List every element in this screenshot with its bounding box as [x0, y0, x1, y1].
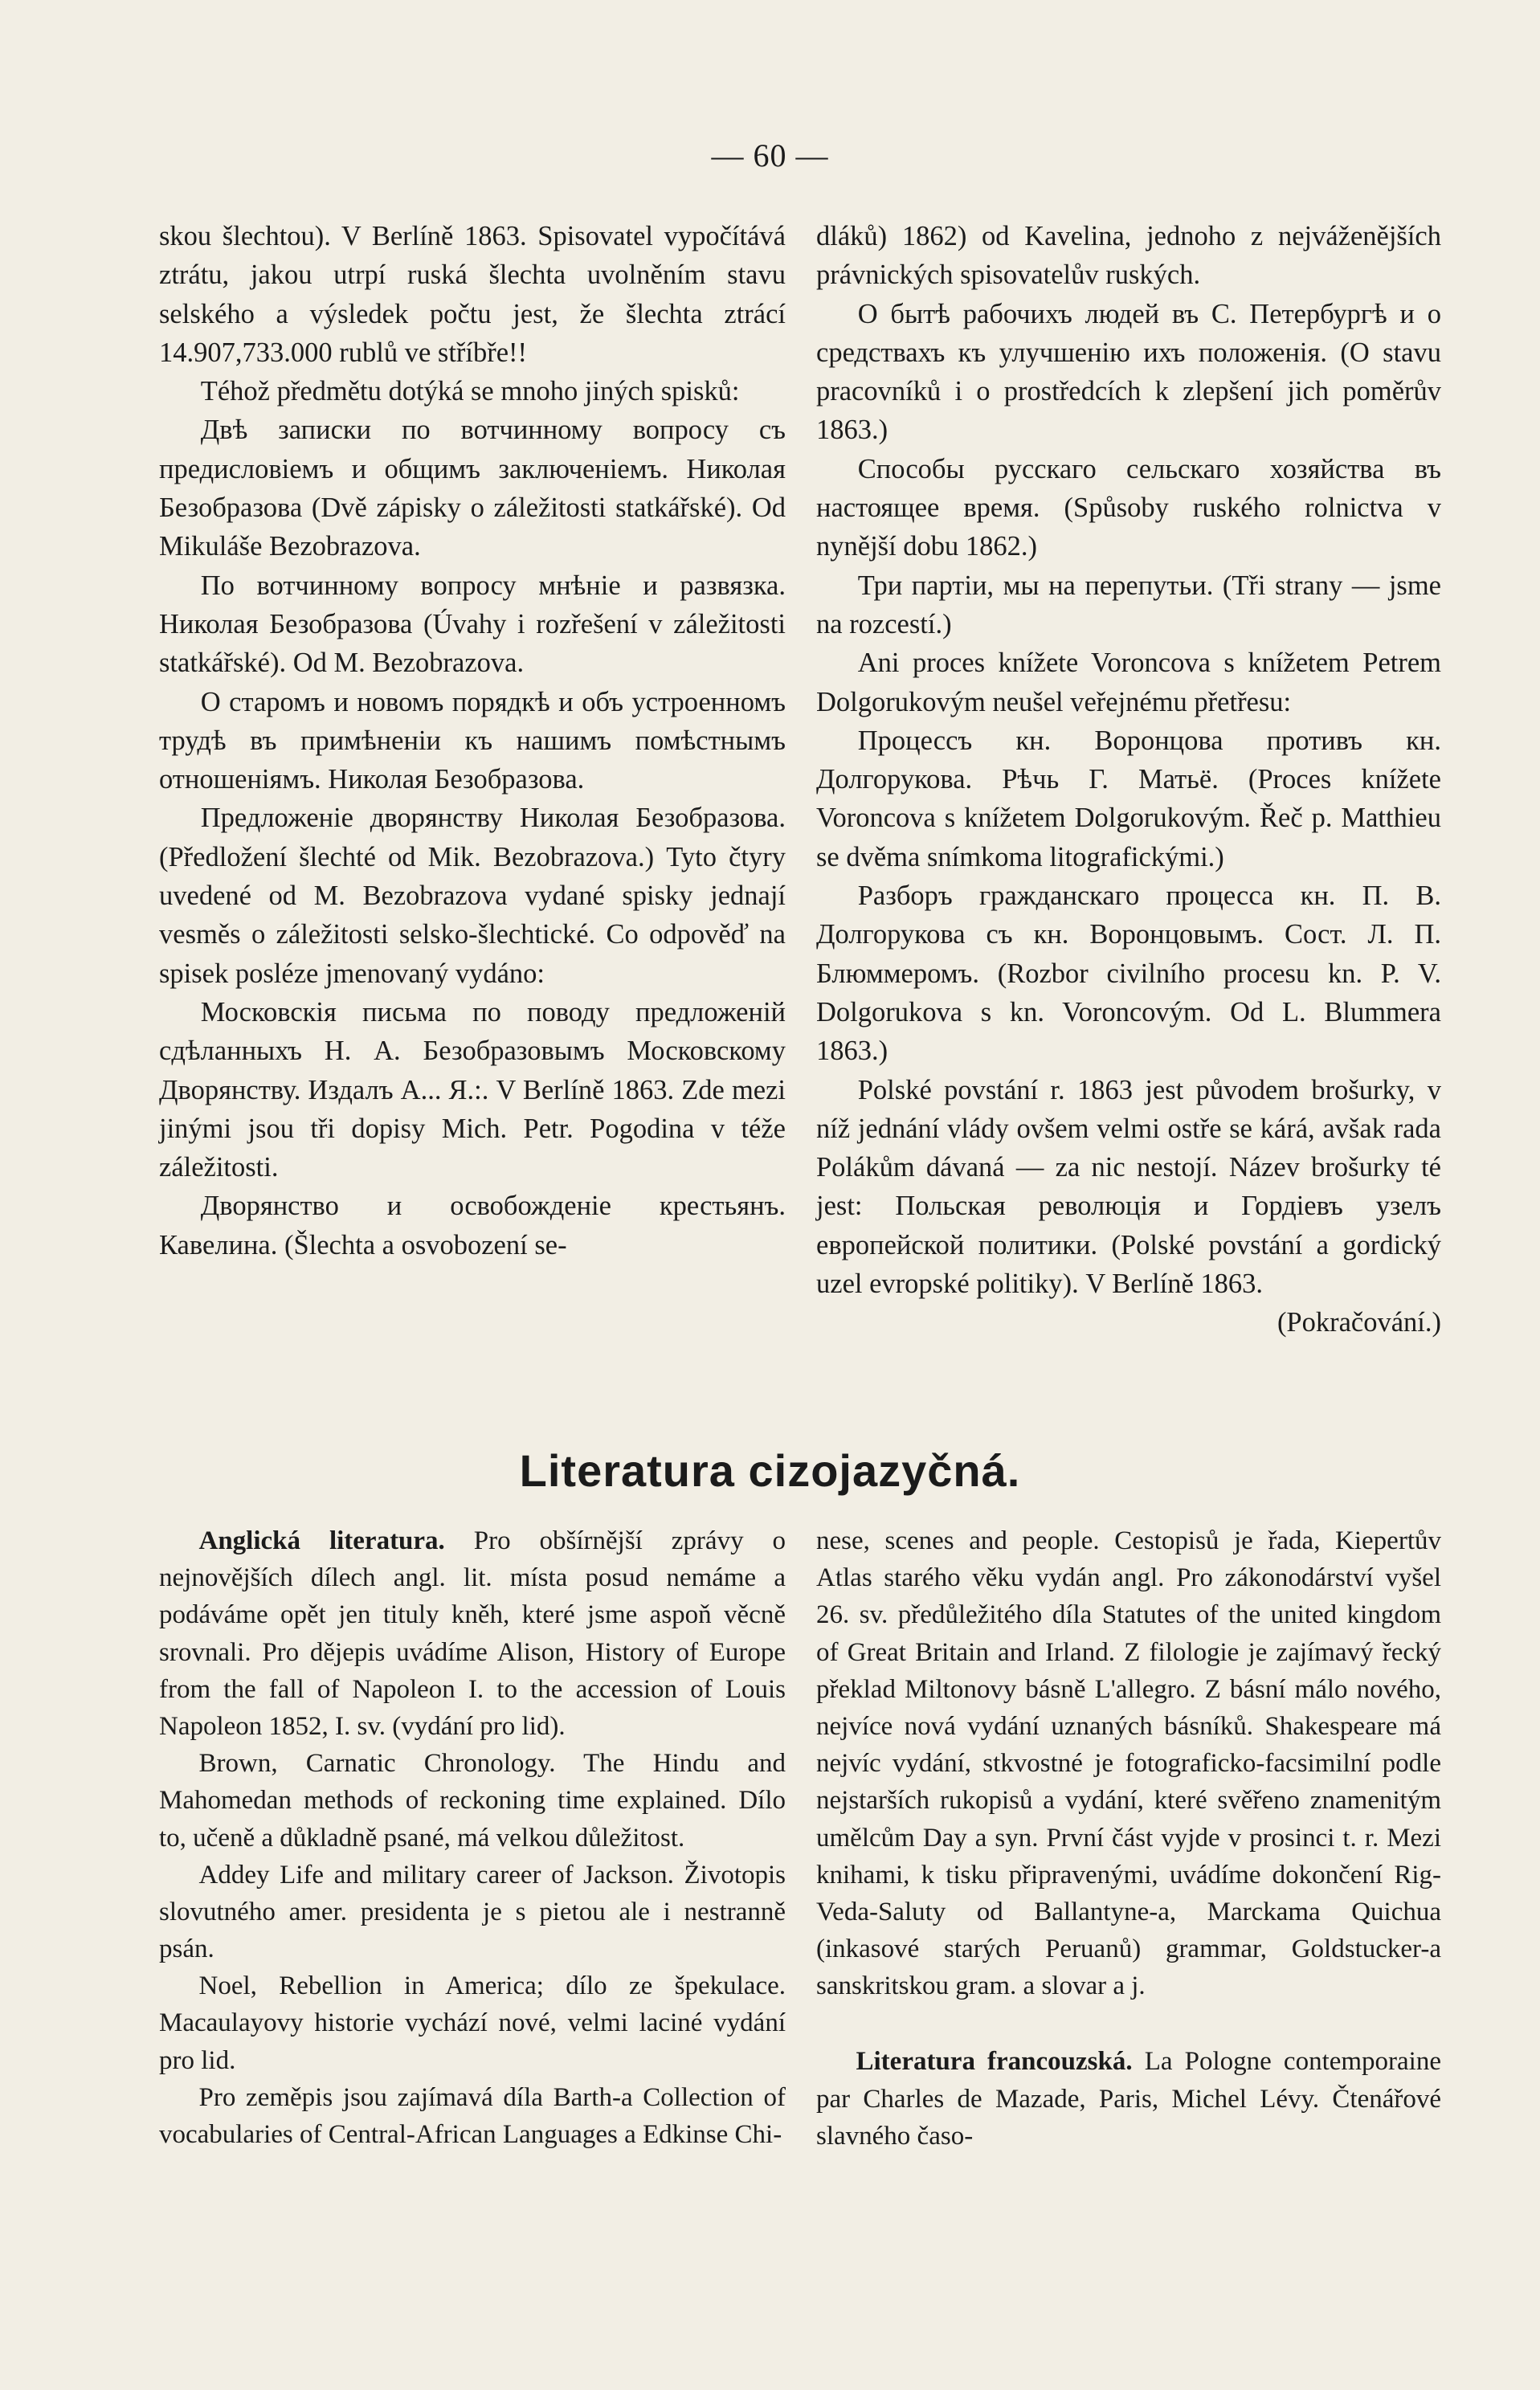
paragraph-text: Polské povstání r. 1863 jest původem brošurky, v níž jednání vlády ovšem velmi ostře se kárá, avšak rada Polákům dávaná — za nic nestojí. Název brošurky té jest: Польская революція и Гордіевъ узелъ европейской политики. (Polské povstání a gordický uzel evropské politiky). V Berlíně 1863.: [816, 1074, 1441, 1300]
bottom-right-column: [816, 1522, 1441, 2155]
paragraph: Pro zeměpis jsou zajímavá díla Barth-a Collection of vocabularies of Central-African Languages a Edkinse Chi-: [159, 2082, 786, 2149]
paragraph: nese, scenes and people. Cestopisů je řada, Kiepertův Atlas starého věku vydán angl. Pro zákonodárství vyšel 26. sv. předůležitého díla Statutes of the united kingdom of Great Britain and Irland. Z filologie je zajímavý řecký překlad Miltonovy básně L'allegro. Z básní málo nového, nejvíce nová vydání uznaných básníků. Shakespeare má nejvíc vydání, stkvostné je fotograficko-facsimilní podle nejstarších rukopisů a vydání, které svěřeno znamenitým umělcům Day a syn. První část vyjde v prosinci t. r. Mezi knihami, k tisku připravenými, uvádíme dokončení Rig-Veda-Saluty od Ballantyne-a, Marckama Quichua (inkasové starých Peruanů) grammar, Goldstucker-a sanskritskou gram. a slovar a j.: [816, 1526, 1441, 2001]
paragraph-text: La Pologne contemporaine par Charles de Mazade, Paris, Michel Lévy. Čtenářové slavného časo-: [816, 2047, 1442, 2151]
paragraph: О бытѣ рабочихъ людей въ С. Петербургѣ и о средствахъ къ улучшенію ихъ положенія. (O stavu pracovníků i o prostředcích k zlepšení jich poměrův 1863.): [816, 298, 1441, 446]
paragraph: Московскія письма по поводу предложеній сдѣланныхъ Н. А. Безобразовымъ Московскому Дворянству. Издалъ А... Я.:. V Berlíně 1863. Zde mezi jinými jsou tři dopisy Mich. Petr. Pogodina v téže záležitosti.: [159, 996, 786, 1183]
page-number: — 60 —: [711, 137, 829, 174]
bottom-left-column: [159, 1522, 786, 2153]
paragraph: Noel, Rebellion in America; dílo ze špekulace. Macaulayovy historie vychází nové, velmi laciné vydání pro lid.: [159, 1971, 786, 2075]
paragraph: Три партіи, мы на перепутьи. (Tři strany — jsme na rozcestí.): [816, 570, 1441, 639]
paragraph: Предложеніе дворянству Николая Безобразова. (Předložení šlechté od Mik. Bezobrazova.) Tyto čtyry uvedené od M. Bezobrazova vydané spisky jednají vesměs o záležitosti selsko-šlechtické. Co odpověď na spisek posléze jmenovaný vydáno:: [159, 803, 786, 989]
paragraph: skou šlechtou). V Berlíně 1863. Spisovatel vypočítává ztrátu, jakou utrpí ruská šlechta uvolněním stavu selského a výsledek počtu jest, že šlechta ztrácí 14.907,733.000 rublů ve stříbře!!: [159, 221, 786, 368]
paragraph: Разборъ гражданскаго процесса кн. П. В. Долгорукова съ кн. Воронцовымъ. Сост. Л. П. Блюммеромъ. (Rozbor civilního procesu kn. P. V. Dolgorukova s kn. Voroncovým. Od L. Blummera 1863.): [816, 880, 1441, 1067]
paragraph: Brown, Carnatic Chronology. The Hindu and Mahomedan methods of reckoning time explained. Dílo to, učeně a důkladně psané, má velkou důležitost.: [159, 1749, 786, 1853]
paragraph: Процессъ кн. Воронцова противъ кн. Долгорукова. Рѣчь Г. Матьё. (Proces knížete Voroncova s knížetem Dolgorukovým. Řeč p. Matthieu se dvěma snímkoma litografickými.): [816, 725, 1441, 872]
top-left-column: [159, 217, 786, 1264]
paragraph: Ani proces knížete Voroncova s knížetem Petrem Dolgorukovým neušel veřejnému přetřesu:: [816, 648, 1441, 717]
paragraph: Дворянство и освобожденіе крестьянъ. Кавелина. (Šlechta a osvobození se-: [159, 1191, 786, 1260]
paragraph: Téhož předmětu dotýká se mnoho jiných spisků:: [200, 376, 740, 407]
paragraph: Addey Life and military career of Jackson. Životopis slovutného amer. presidenta je s pietou ale i nestranně psán.: [159, 1860, 786, 1964]
section-title: Literatura cizojazyčná.: [519, 1445, 1021, 1496]
paragraph-text: Pro obšírnější zprávy o nejnovějších dílech angl. lit. místa posud nemáme a podáváme opět jen tituly kněh, které jsme aspoň věcně srovnali. Pro dějepis uvádíme Alison, History of Europe from the fall of Napoleon I. to the accession of Louis Napoleon 1852, I. sv. (vydání pro lid).: [159, 1526, 786, 1741]
continuation-note: (Pokračování.): [1277, 1307, 1441, 1338]
spacer: [816, 2004, 1441, 2043]
paragraph: dláků) 1862) od Kavelina, jednoho z nejváženějších právnických spisovatelův ruských.: [816, 221, 1441, 291]
paragraph: Двѣ записки по вотчинному вопросу съ предисловіемъ и общимъ заключеніемъ. Николая Безобразова (Dvě zápisky o záležitosti statkářské). Od Mikuláše Bezobrazova.: [159, 415, 786, 562]
subsection-heading: Literatura francouzská.: [856, 2047, 1133, 2077]
paragraph-last: [816, 1071, 1441, 1338]
top-right-column: [816, 217, 1441, 1342]
paragraph: О старомъ и новомъ порядкѣ и объ устроенномъ трудѣ въ примѣненіи къ нашимъ помѣстнымъ отношеніямъ. Николая Безобразова.: [159, 686, 786, 795]
paragraph: По вотчинному вопросу мнѣніе и развязка. Николая Безобразова (Úvahy i rozřešení v záležitosti statkářské). Od M. Bezobrazova.: [159, 570, 786, 679]
subsection-heading: Anglická literatura.: [198, 1526, 445, 1555]
paragraph: [816, 2043, 1441, 2155]
paragraph: [159, 1522, 786, 1745]
paragraph: Способы русскаго сельскаго хозяйства въ настоящее время. (Spůsoby ruského rolnictva v nynější dobu 1862.): [816, 453, 1441, 562]
